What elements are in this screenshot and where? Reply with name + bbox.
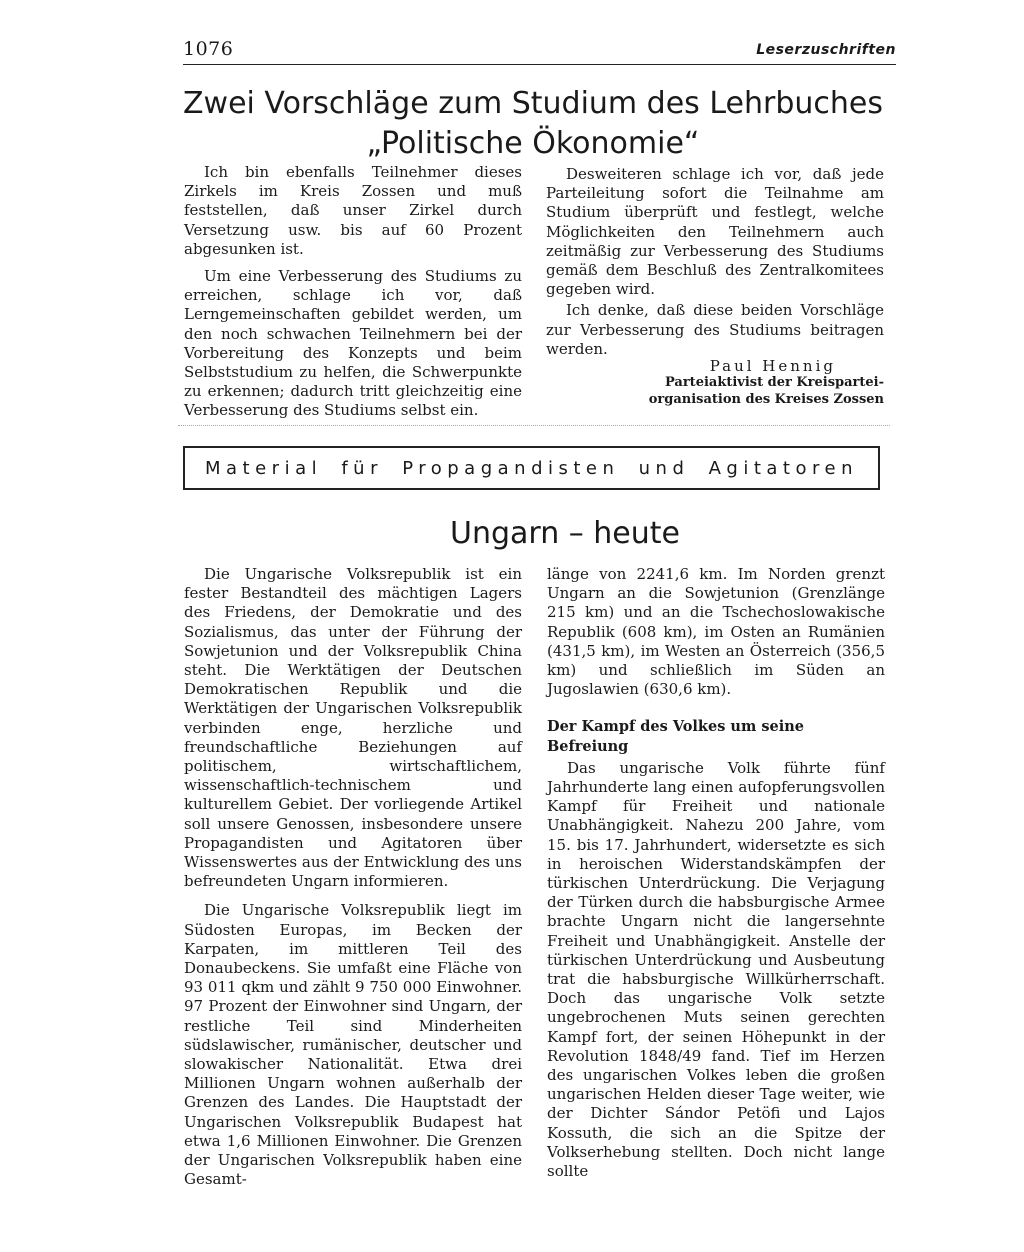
article-paragraph: Die Ungarische Volksrepublik ist ein fester Bestandteil des mächtigen Lagers des Friedens, der Demokratie und des Sozialismus, das unter der Führung der Sowjetunion und der Volksrepublik China steht. Die Werktätigen der Deutschen Demokratischen Republik und die Werktätigen der Ungarischen Volksrepublik verbinden enge, herzliche und freundschaftliche Beziehungen auf politischem, wirtschaftlichem, wissenschaftlich-technischem und kulturellem Gebiet. Der vorliegende Artikel soll unsere Genossen, insbesondere unsere Propagandisten und Agitatoren über Wissenswertes aus der Entwicklung des uns befreundeten Ungarn informieren. xyxy=(184,565,522,891)
boxed-heading-text: Material für Propagandisten und Agitatoren xyxy=(204,457,858,479)
section-label: Leserzuschriften xyxy=(756,42,896,58)
letter-paragraph: Ich denke, daß diese beiden Vorschläge zur Verbesserung des Studiums beitragen werden. xyxy=(546,301,884,358)
letter-right-column xyxy=(546,165,884,359)
article-left-column xyxy=(184,565,522,1190)
article-paragraph: Das ungarische Volk führte fünf Jahrhunderte lang einen aufopferungsvollen Kampf für Freiheit und nationale Unabhängigkeit. Nahezu 200 Jahre, vom 15. bis 17. Jahrhundert, widersetzte es sich in heroischen Widerstandskämpfen der türkischen Unterdrückung. Die Verjagung der Türken durch die habsburgische Armee brachte Ungarn nicht die langersehnte Freiheit und Unabhängigkeit. Anstelle der türkischen Unterdrückung und Ausbeutung trat die habsburgische Willkürherrschaft. Doch das ungarische Volk setzte ungebrochenen Muts seinen gerechten Kampf fort, der seinen Höhepunkt in der Revolution 1848/49 fand. Tief im Herzen des ungarischen Volkes leben die großen ungarischen Helden dieser Tage weiter, wie der Dichter Sándor Petöfi und Lajos Kossuth, die sich an die Spitze der Volkserhebung stellten. Doch nicht lange sollte xyxy=(547,758,885,1181)
page-number: 1076 xyxy=(183,38,234,60)
letter-title xyxy=(183,84,883,164)
letter-title-line2: „Politische Ökonomie“ xyxy=(366,126,700,161)
letter-paragraph: Desweiteren schlage ich vor, daß jede Parteileitung sofort die Teilnahme am Studium überprüft und festlegt, welche Möglichkeiten den Teilnehmern auch zeitmäßig zur Verbesserung des Studiums gemäß dem Beschluß des Zentralkomitees gegeben wird. xyxy=(546,165,884,299)
article-continuation: länge von 2241,6 km. Im Norden grenzt Ungarn an die Sowjetunion (Grenzlänge 215 km) und an die Tschechoslowakische Republik (608 km), im Osten an Rumänien (431,5 km), im Westen an Österreich (356,5 km) und schließlich im Süden an Jugoslawien (630,6 km). xyxy=(547,565,885,699)
letter-title-line1: Zwei Vorschläge zum Studium des Lehrbuches xyxy=(183,86,883,121)
header-rule xyxy=(183,64,896,65)
signature-name: Paul Hennig xyxy=(709,357,836,375)
article-title: Ungarn – heute xyxy=(450,516,680,551)
boxed-heading xyxy=(183,446,880,490)
signature-role-line1: Parteiaktivist der Kreispartei- xyxy=(664,375,884,390)
letter-signature xyxy=(546,357,884,408)
letter-left-column xyxy=(184,163,522,421)
article-subheading: Der Kampf des Volkes um seine Befreiung xyxy=(547,718,805,755)
article-right-column xyxy=(547,565,885,1181)
signature-role-line2: organisation des Kreises Zossen xyxy=(648,391,884,407)
letter-paragraph: Ich bin ebenfalls Teilnehmer dieses Zirkels im Kreis Zossen und muß feststellen, daß unser Zirkel durch Versetzung usw. bis auf 60 Prozent abgesunken ist. xyxy=(184,163,522,258)
section-divider xyxy=(178,425,890,426)
article-paragraph: Die Ungarische Volksrepublik liegt im Südosten Europas, im Becken der Karpaten, im mittleren Teil des Donaubeckens. Sie umfaßt eine Fläche von 93 011 qkm und zählt 9 750 000 Einwohner. 97 Prozent der Einwohner sind Ungarn, der restliche Teil sind Minderheiten südslawischer, rumänischer, deutscher und slowakischer Nationalität. Etwa drei Millionen Ungarn wohnen außerhalb der Grenzen des Landes. Die Hauptstadt der Ungarischen Volksrepublik Budapest hat etwa 1,6 Millionen Einwohner. Die Grenzen der Ungarischen Volksrepublik haben eine Gesamt- xyxy=(184,901,522,1189)
letter-paragraph: Um eine Verbesserung des Studiums zu erreichen, schlage ich vor, daß Lerngemeinschaften gebildet werden, um den noch schwachen Teilnehmern bei der Vorbereitung des Konzepts und beim Selbststudium zu helfen, die Schwerpunkte zu erkennen; dadurch tritt gleichzeitig eine Verbesserung des Studiums selbst ein. xyxy=(184,267,522,420)
